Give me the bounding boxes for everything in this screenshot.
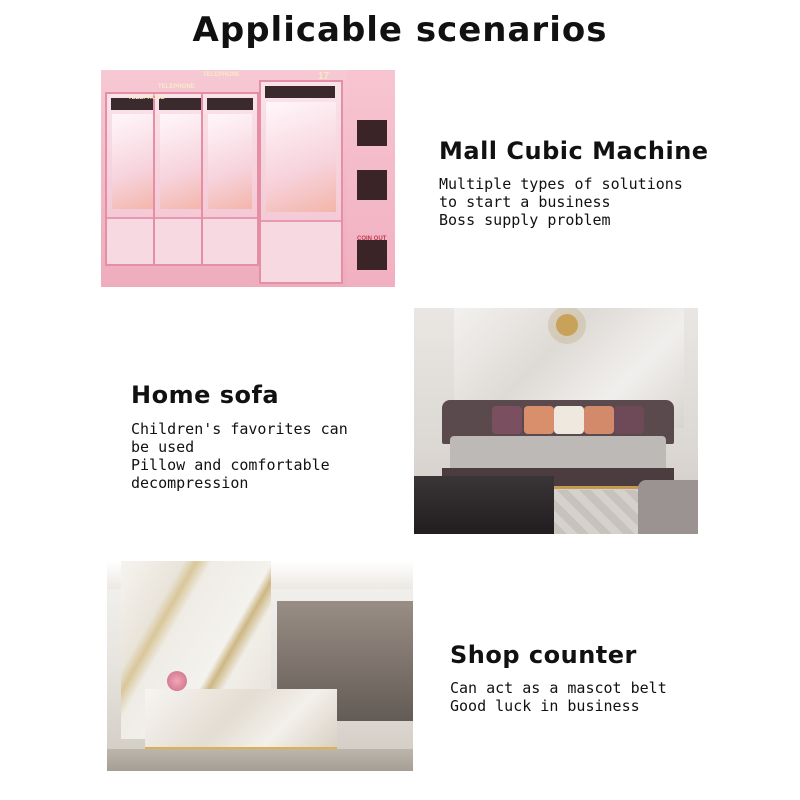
photo-sign: COIN OUT: [357, 236, 387, 242]
description-line: decompression: [131, 474, 249, 492]
description-line: to start a business: [439, 193, 611, 211]
photo-number: 17: [318, 71, 330, 82]
description-line: Good luck in business: [450, 697, 640, 715]
screen-panel: [357, 170, 387, 200]
pillow: [584, 406, 614, 434]
description-line: Multiple types of solutions: [439, 175, 683, 193]
scenario-heading-shop: Shop counter: [450, 641, 637, 669]
cabinet-glass: [112, 114, 156, 209]
cabinet-sign: [265, 86, 335, 98]
cabinet-sign: [207, 98, 253, 110]
page-title: Applicable scenarios: [192, 10, 608, 50]
floor: [107, 749, 413, 771]
cabinet-base: [261, 220, 341, 282]
coin-panel: [347, 70, 395, 287]
claw-machine-photo: [101, 70, 395, 287]
reception-counter-photo: [107, 561, 413, 771]
sunburst-mirror: [556, 314, 578, 336]
flower-vase: [167, 671, 187, 691]
scenario-description-home: [131, 420, 348, 492]
description-line: Pillow and comfortable: [131, 456, 330, 474]
scenario-heading-home: Home sofa: [131, 381, 280, 409]
pillow: [614, 406, 644, 434]
coin-slot-panel: [357, 240, 387, 270]
pillow: [524, 406, 554, 434]
cabinet-base: [203, 217, 257, 264]
pillow: [492, 406, 522, 434]
description-line: be used: [131, 438, 195, 456]
cabinet-glass: [266, 102, 336, 212]
coffee-table: [414, 476, 554, 534]
cabinet-glass: [160, 114, 204, 209]
armchair: [638, 480, 698, 534]
scenario-heading-mall: Mall Cubic Machine: [439, 137, 709, 165]
claw-cabinet: [201, 92, 259, 266]
scenario-description-shop: [450, 679, 667, 715]
photo-sign: TELEPHONE: [203, 72, 240, 78]
photo-sign: TELEPHONE: [158, 84, 195, 90]
description-line: Children's favorites can: [131, 420, 348, 438]
cabinet-glass: [208, 114, 252, 209]
reception-counter: [145, 689, 337, 751]
description-line: Boss supply problem: [439, 211, 611, 229]
qr-panel: [357, 120, 387, 146]
description-line: Can act as a mascot belt: [450, 679, 667, 697]
pillow: [554, 406, 584, 434]
scenario-description-mall: [439, 175, 683, 229]
cabinet-sign: [159, 98, 205, 110]
living-room-sofa-photo: [414, 308, 698, 534]
claw-cabinet: [259, 80, 343, 284]
photo-sign: TELEPHONE: [128, 95, 165, 101]
